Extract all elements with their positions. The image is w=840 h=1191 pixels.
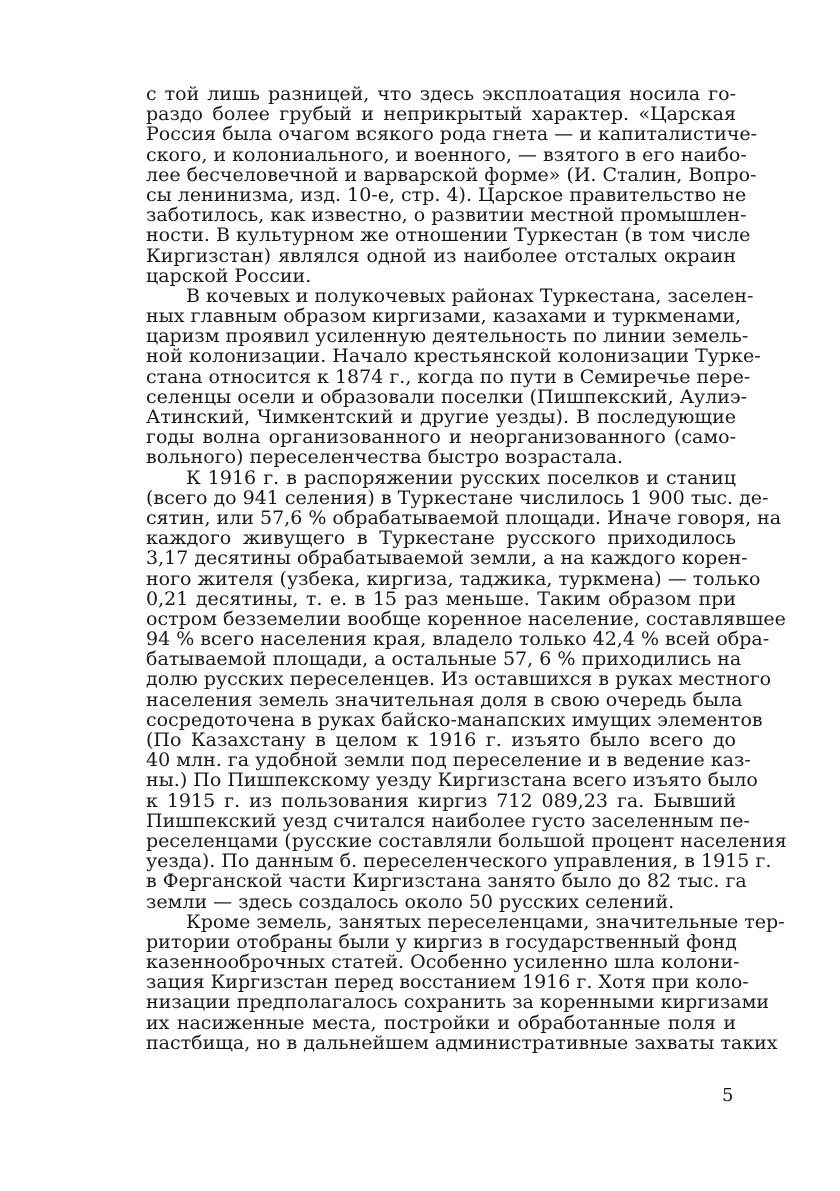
text-line: Киргизстан) являлся одной из наиболее отсталых окраин xyxy=(146,244,736,267)
text-line: сосредоточена в руках байско-манапских имущих элементов xyxy=(146,708,763,731)
text-line: (По Казахстану в целом к 1916 г. изъято было всего до xyxy=(146,729,736,751)
text-line: пастбища, но в дальнейшем административные захваты таких xyxy=(146,1031,778,1054)
paragraph xyxy=(146,910,785,1054)
text-line: долю русских переселенцев. Из оставшихся в руках местного xyxy=(146,668,772,691)
text-line: 3,17 десятины обрабатываемой земли, а на каждого корен- xyxy=(146,547,748,570)
text-line: лее бесчеловечной и варварской форме» (И. Сталин, Вопро- xyxy=(146,163,757,186)
text-line: уезда). По данным б. переселенческого управления, в 1915 г. xyxy=(146,850,772,873)
text-line: каждого живущего в Туркестане русского приходилось xyxy=(146,527,736,550)
text-line: реселенцами (русские составляли большой процент населения xyxy=(146,829,787,852)
text-line: ности. В культурном же отношении Туркестан (в том числе xyxy=(146,224,751,247)
text-line: ского, и колониального, и военного, — взятого в его наибо- xyxy=(146,143,747,166)
text-line: остром безземелии вообще коренное население, составлявшее xyxy=(146,607,786,630)
text-line: заботилось, как известно, о развитии местной промышлен- xyxy=(146,204,747,227)
text-line: зация Киргизстан перед восстанием 1916 г. Хотя при коло- xyxy=(146,971,749,994)
text-line: В кочевых и полукочевых районах Туркестана, заселен- xyxy=(186,284,754,307)
text-line: ных главным образом киргизами, казахами и туркменами, xyxy=(146,305,742,328)
text-line: ритории отобраны были у киргиз в государственный фонд xyxy=(146,930,737,953)
paragraph xyxy=(146,83,758,287)
page-number: 5 xyxy=(722,1085,734,1106)
text-line: Россия была очагом всякого рода гнета — и капиталистиче- xyxy=(146,123,758,146)
text-line: К 1916 г. в распоряжении русских поселков и станиц xyxy=(186,466,736,489)
text-line: 40 млн. га удобной земли под переселение и в ведение каз- xyxy=(146,749,751,772)
text-line: селенцы осели и образовали поселки (Пишпекский, Аулиэ- xyxy=(146,385,748,408)
text-line: 0,21 десятины, т. е. в 15 раз меньше. Таким образом при xyxy=(146,587,736,610)
text-line: к 1915 г. из пользования киргиз 712 089,23 га. Бывший xyxy=(146,789,736,812)
text-line: раздо более грубый и неприкрытый характер. «Царская xyxy=(146,103,736,126)
text-line: их насиженные места, постройки и обработанные поля и xyxy=(146,1011,736,1034)
text-line: 94 % всего населения края, владело только 42,4 % всей обра- xyxy=(146,628,770,651)
text-line: населения земель значительная доля в свою очередь была xyxy=(146,688,743,711)
text-line: сы ленинизма, изд. 10-е, стр. 4). Царское правительство не xyxy=(146,183,747,206)
text-line: ной колонизации. Начало крестьянской колонизации Турке- xyxy=(146,345,761,368)
text-line: царизм проявил усиленную деятельность по линии земель- xyxy=(146,325,749,348)
text-line: низации предполагалось сохранить за коренными киргизами xyxy=(146,991,770,1014)
paragraph xyxy=(146,466,787,913)
text-line: ного жителя (узбека, киргиза, таджика, туркмена) — только xyxy=(146,567,761,590)
text-line: сятин, или 57,6 % обрабатываемой площади. Иначе говоря, на xyxy=(146,506,782,529)
paragraph xyxy=(146,284,761,469)
text-line: стана относится к 1874 г., когда по пути в Семиречье пере- xyxy=(146,365,751,388)
text-line: вольного) переселенчества быстро возрастала. xyxy=(146,446,623,469)
text-line: Пишпекский уезд считался наиболее густо заселенным пе- xyxy=(146,809,750,832)
text-line: (всего до 941 селения) в Туркестане числилось 1 900 тыс. де- xyxy=(146,486,769,509)
text-line: Атинский, Чимкентский и другие уезды). В последующие xyxy=(146,406,736,428)
text-line: батываемой площади, а остальные 57, 6 % приходились на xyxy=(146,648,742,671)
text-line: Кроме земель, занятых переселенцами, значительные тер- xyxy=(186,910,785,933)
text-line: в Ферганской части Киргизстана занято было до 82 тыс. га xyxy=(146,870,747,893)
body-text xyxy=(146,83,787,1054)
text-line: казеннооброчных статей. Особенно усиленно шла колони- xyxy=(146,951,740,974)
text-line: земли — здесь создалось около 50 русских селений. xyxy=(146,890,675,913)
text-line: царской России. xyxy=(146,264,312,287)
text-line: годы волна организованного и неорганизованного (само- xyxy=(146,426,736,449)
text-line: с той лишь разницей, что здесь эксплоатация носила го- xyxy=(146,83,736,105)
text-line: ны.) По Пишпекскому уезду Киргизстана всего изъято было xyxy=(146,769,758,792)
